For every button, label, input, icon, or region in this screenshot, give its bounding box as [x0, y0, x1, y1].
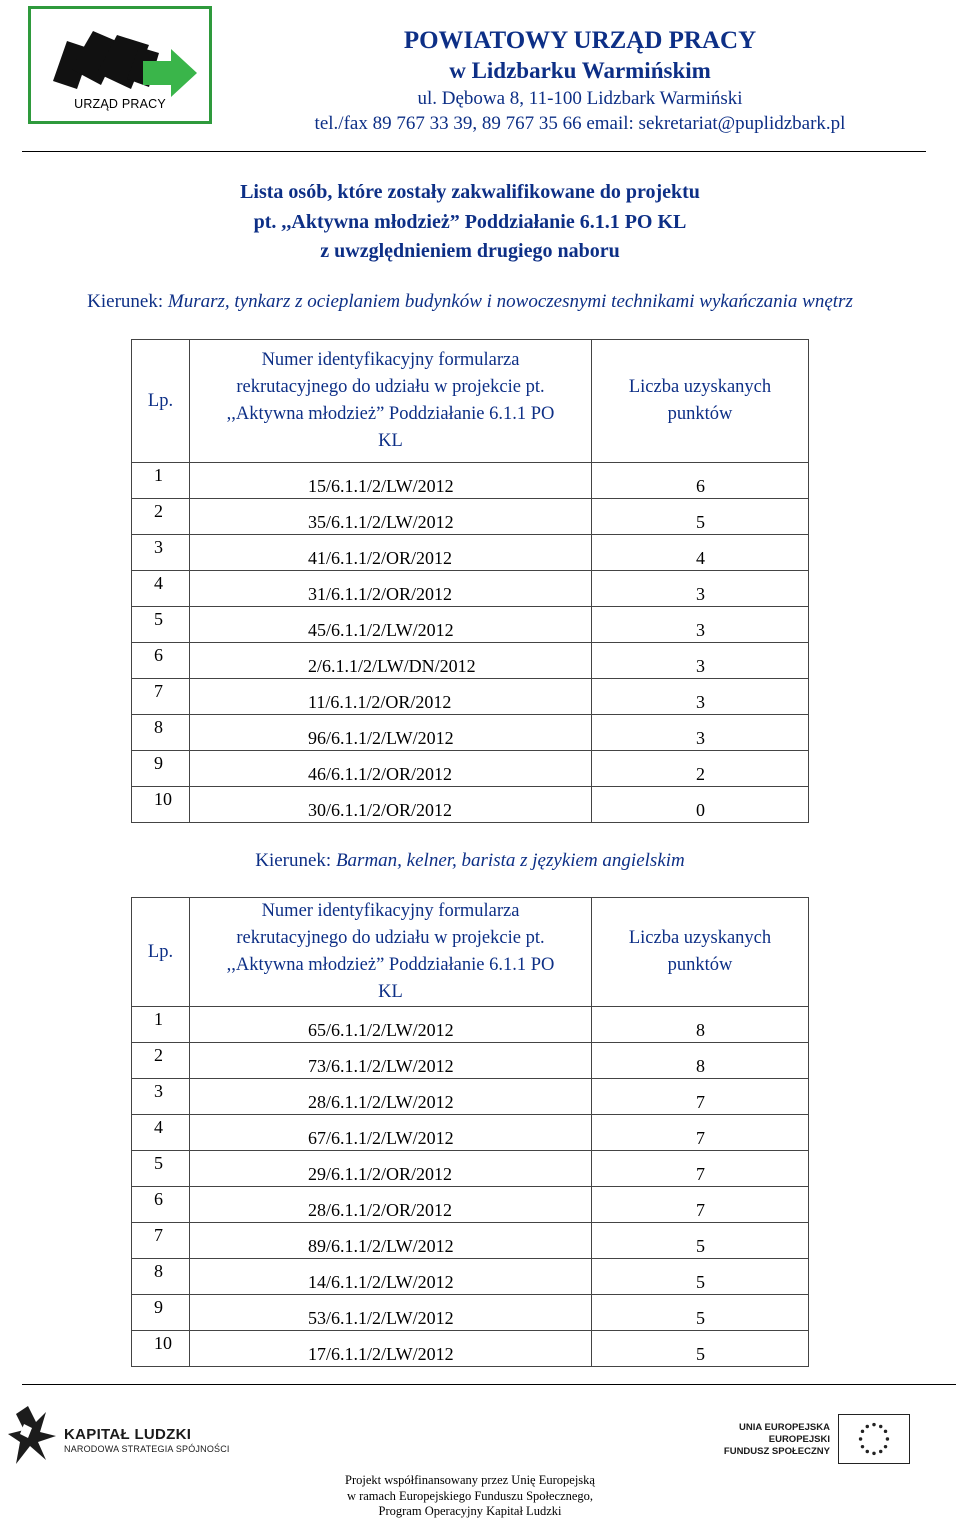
row-points: 7 [592, 1115, 809, 1151]
header-code-line: ,,Aktywna młodzież” Poddziałanie 6.1.1 PO [226, 404, 555, 424]
office-name: POWIATOWY URZĄD PRACY [403, 27, 757, 54]
row-points: 5 [592, 1295, 809, 1331]
row-code: 46/6.1.1/2/OR/2012 [190, 751, 592, 787]
row-code: 73/6.1.1/2/LW/2012 [190, 1043, 592, 1079]
header-lp: Lp. [132, 898, 190, 1007]
direction-label: Kierunek: [87, 291, 164, 312]
table-header-row [132, 898, 809, 1007]
header-code-line: KL [378, 982, 403, 1002]
row-lp: 10 [132, 1331, 190, 1367]
row-code: 35/6.1.1/2/LW/2012 [190, 499, 592, 535]
table-row [132, 1295, 809, 1331]
table-row [132, 571, 809, 607]
row-code: 11/6.1.1/2/OR/2012 [190, 679, 592, 715]
row-code: 29/6.1.1/2/OR/2012 [190, 1151, 592, 1187]
section1-direction [0, 291, 940, 313]
row-points: 3 [592, 571, 809, 607]
row-points: 5 [592, 1331, 809, 1367]
row-points: 8 [592, 1007, 809, 1043]
header-points-line: punktów [667, 955, 733, 975]
section2-direction [0, 850, 940, 872]
table-header-row [132, 340, 809, 463]
header-code-line: KL [378, 431, 403, 451]
header-code [190, 340, 592, 463]
table-row [132, 679, 809, 715]
header-lp: Lp. [132, 340, 190, 463]
table-row [132, 463, 809, 499]
table-row [132, 1115, 809, 1151]
title-line-3: z uwzględnieniem drugiego naboru [320, 240, 620, 262]
document-title [0, 178, 940, 267]
footer-divider [22, 1384, 956, 1385]
row-lp: 4 [132, 571, 190, 607]
row-code: 28/6.1.1/2/OR/2012 [190, 1187, 592, 1223]
direction-name: Barman, kelner, barista z językiem angielskim [335, 850, 685, 871]
row-code: 17/6.1.1/2/LW/2012 [190, 1331, 592, 1367]
kl-subtitle: NARODOWA STRATEGIA SPÓJNOŚCI [64, 1444, 230, 1454]
table-row [132, 1331, 809, 1367]
table-row [132, 1007, 809, 1043]
row-lp: 8 [132, 1259, 190, 1295]
title-line-1: Lista osób, które zostały zakwalifikowane do projektu [240, 181, 700, 203]
row-points: 5 [592, 499, 809, 535]
row-code: 14/6.1.1/2/LW/2012 [190, 1259, 592, 1295]
table-row [132, 643, 809, 679]
row-lp: 3 [132, 535, 190, 571]
table-row [132, 1223, 809, 1259]
row-points: 4 [592, 535, 809, 571]
qualified-table-1 [131, 339, 809, 823]
row-points: 7 [592, 1187, 809, 1223]
row-code: 53/6.1.1/2/LW/2012 [190, 1295, 592, 1331]
row-lp: 5 [132, 1151, 190, 1187]
office-address: ul. Dębowa 8, 11-100 Lidzbark Warmiński [417, 88, 743, 109]
header-points [592, 898, 809, 1007]
direction-name: Murarz, tynkarz z ocieplaniem budynków i nowoczesnymi technikami wykańczania wnętrz [167, 291, 853, 312]
header-points-line: Liczba uzyskanych [628, 377, 772, 397]
table-row [132, 787, 809, 823]
kapital-ludzki-star-icon [8, 1406, 56, 1464]
urzad-pracy-logo [28, 6, 212, 124]
row-lp: 7 [132, 679, 190, 715]
table-row [132, 1043, 809, 1079]
office-location: w Lidzbarku Warmińskim [449, 58, 711, 83]
direction-label: Kierunek: [255, 850, 332, 871]
row-points: 2 [592, 751, 809, 787]
row-lp: 7 [132, 1223, 190, 1259]
header-points [592, 340, 809, 463]
eu-text [720, 1422, 830, 1458]
row-points: 5 [592, 1223, 809, 1259]
row-code: 65/6.1.1/2/LW/2012 [190, 1007, 592, 1043]
row-points: 3 [592, 607, 809, 643]
eu-line: FUNDUSZ SPOŁECZNY [723, 1446, 830, 1457]
row-lp: 9 [132, 751, 190, 787]
header-code-line: Numer identyfikacyjny formularza [261, 350, 520, 370]
row-points: 3 [592, 679, 809, 715]
table-row [132, 715, 809, 751]
header-code-line: rekrutacyjnego do udziału w projekcie pt. [236, 377, 545, 397]
header-code-line: rekrutacyjnego do udziału w projekcie pt. [236, 928, 545, 948]
table-row [132, 1187, 809, 1223]
eu-line: UNIA EUROPEJSKA [739, 1422, 830, 1433]
row-lp: 2 [132, 499, 190, 535]
row-points: 6 [592, 463, 809, 499]
header-divider [22, 151, 926, 152]
table-row [132, 607, 809, 643]
row-code: 89/6.1.1/2/LW/2012 [190, 1223, 592, 1259]
row-points: 7 [592, 1079, 809, 1115]
row-lp: 6 [132, 1187, 190, 1223]
kl-title: KAPITAŁ LUDZKI [64, 1426, 192, 1443]
footer-note [0, 1473, 940, 1520]
row-lp: 9 [132, 1295, 190, 1331]
row-code: 67/6.1.1/2/LW/2012 [190, 1115, 592, 1151]
table-row [132, 1151, 809, 1187]
row-lp: 2 [132, 1043, 190, 1079]
table-row [132, 1079, 809, 1115]
row-points: 7 [592, 1151, 809, 1187]
table-row [132, 751, 809, 787]
qualified-table-2 [131, 897, 809, 1367]
row-code: 41/6.1.1/2/OR/2012 [190, 535, 592, 571]
header-points-line: Liczba uzyskanych [628, 928, 772, 948]
row-points: 8 [592, 1043, 809, 1079]
header-code [190, 898, 592, 1007]
row-code: 28/6.1.1/2/LW/2012 [190, 1079, 592, 1115]
row-code: 30/6.1.1/2/OR/2012 [190, 787, 592, 823]
footer-note-line: w ramach Europejskiego Funduszu Społecznego, [346, 1488, 594, 1503]
footer-note-line: Projekt współfinansowany przez Unię Europejską [345, 1473, 595, 1487]
row-lp: 4 [132, 1115, 190, 1151]
table-row [132, 1259, 809, 1295]
row-lp: 10 [132, 787, 190, 823]
row-code: 31/6.1.1/2/OR/2012 [190, 571, 592, 607]
row-code: 15/6.1.1/2/LW/2012 [190, 463, 592, 499]
eu-line: EUROPEJSKI [768, 1434, 830, 1445]
row-lp: 8 [132, 715, 190, 751]
row-code: 45/6.1.1/2/LW/2012 [190, 607, 592, 643]
header-code-line: ,,Aktywna młodzież” Poddziałanie 6.1.1 PO [226, 955, 555, 975]
row-lp: 5 [132, 607, 190, 643]
row-points: 3 [592, 643, 809, 679]
table-row [132, 535, 809, 571]
row-points: 0 [592, 787, 809, 823]
office-contact: tel./fax 89 767 33 39, 89 767 35 66 email: sekretariat@puplidzbark.pl [314, 113, 846, 134]
header-points-line: punktów [667, 404, 733, 424]
row-code: 2/6.1.1/2/LW/DN/2012 [190, 643, 592, 679]
footer-note-line: Program Operacyjny Kapitał Ludzki [378, 1504, 562, 1518]
table-row [132, 499, 809, 535]
title-line-2: pt. ,,Aktywna młodzież” Poddziałanie 6.1.1 PO KL [253, 210, 687, 233]
logo-text: URZĄD PRACY [74, 97, 166, 111]
eu-flag-icon [838, 1414, 910, 1464]
row-lp: 3 [132, 1079, 190, 1115]
row-lp: 1 [132, 463, 190, 499]
office-header [230, 26, 930, 136]
row-lp: 1 [132, 1007, 190, 1043]
row-points: 3 [592, 715, 809, 751]
header-code-line: Numer identyfikacyjny formularza [261, 901, 520, 921]
row-lp: 6 [132, 643, 190, 679]
row-code: 96/6.1.1/2/LW/2012 [190, 715, 592, 751]
row-points: 5 [592, 1259, 809, 1295]
